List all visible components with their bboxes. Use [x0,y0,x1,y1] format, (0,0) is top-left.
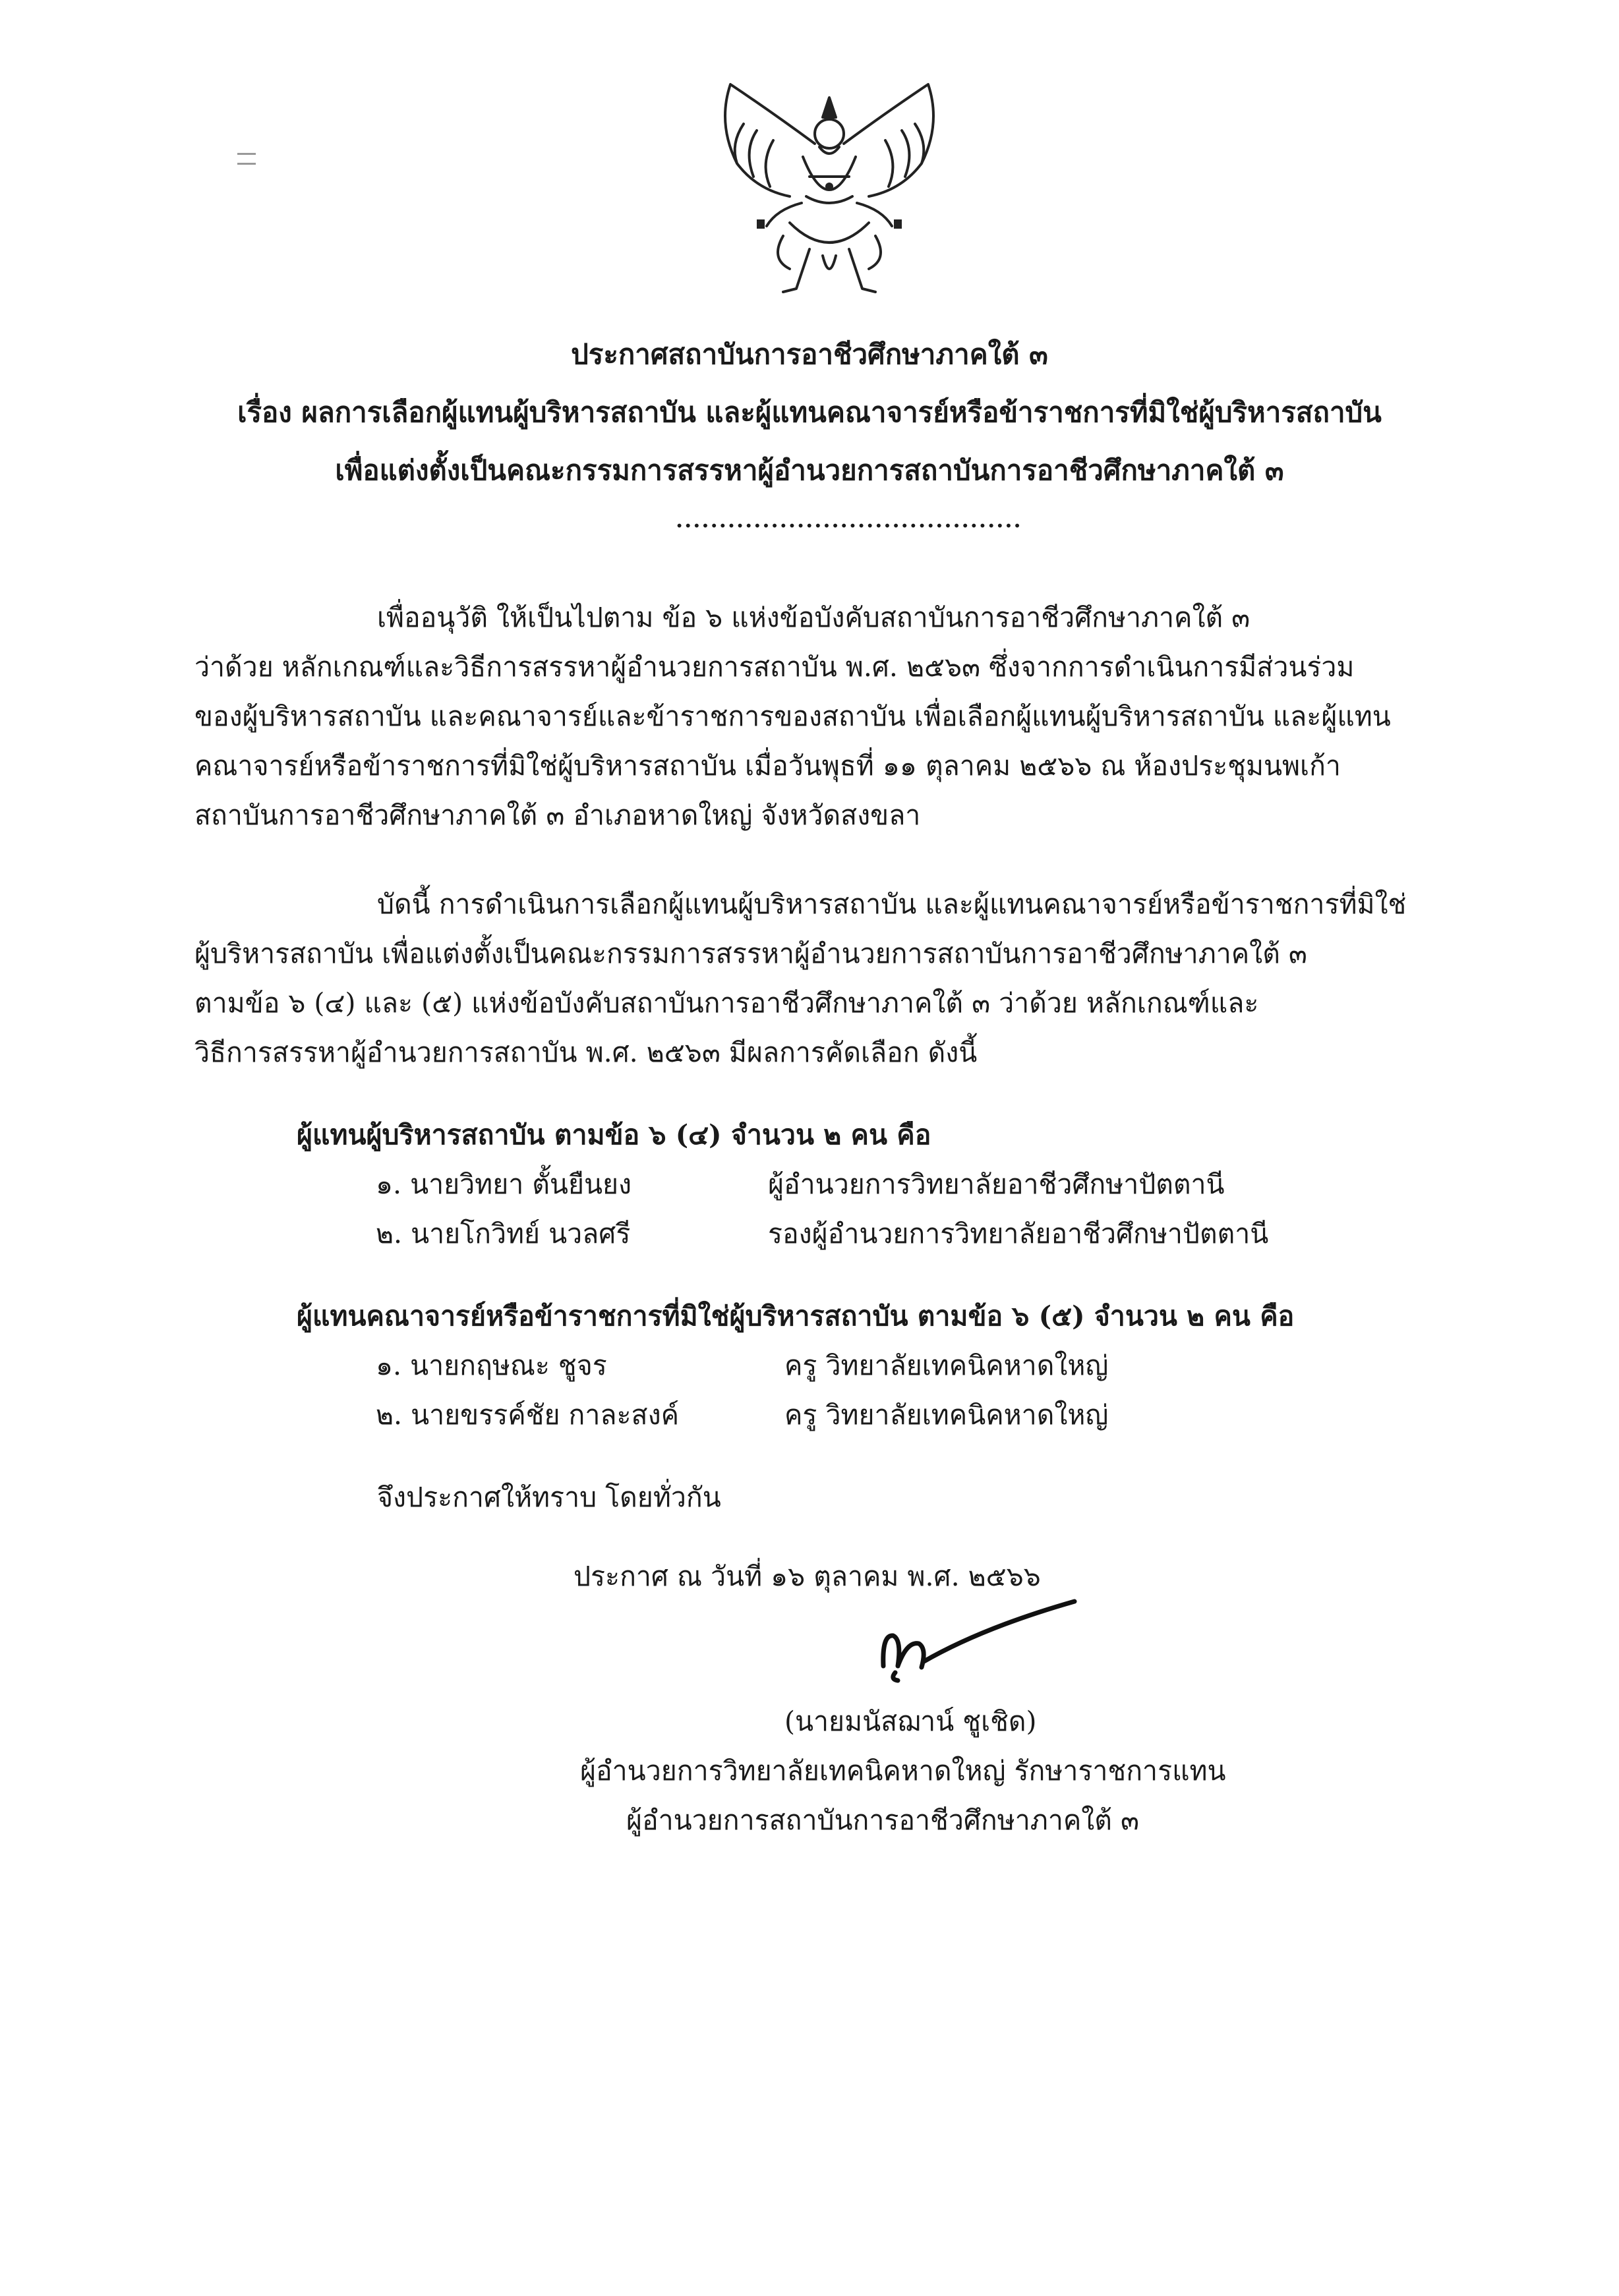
title-separator: ........................................ [676,507,1022,532]
group2-member2-position: ครู วิทยาลัยเทคนิคหาดใหญ่ [784,1399,1109,1431]
announcement-subject-cont: เพื่อแต่งตั้งเป็นคณะกรรมการสรรหาผู้อำนวยการสถาบันการอาชีวศึกษาภาคใต้ ๓ [335,454,1284,486]
group1-member1-name: ๑. นายวิทยา ตั้นยืนยง [376,1168,632,1200]
group1-member2-name: ๒. นายโกวิทย์ นวลศรี [376,1218,631,1249]
group1-member2-position: รองผู้อำนวยการวิทยาลัยอาชีวศึกษาปัตตานี [768,1218,1269,1249]
para1-line2: ว่าด้วย หลักเกณฑ์และวิธีการสรรหาผู้อำนวยการสถาบัน พ.ศ. ๒๕๖๓ ซึ่งจากการดำเนินการมีส่วนร่วม [194,651,1355,683]
para1-line5: สถาบันการอาชีวศึกษาภาคใต้ ๓ อำเภอหาดใหญ่ จังหวัดสงขลา [194,799,921,831]
para2-line2: ผู้บริหารสถาบัน เพื่อแต่งตั้งเป็นคณะกรรมการสรรหาผู้อำนวยการสถาบันการอาชีวศึกษาภาคใต้ ๓ [194,938,1307,969]
group2-heading: ผู้แทนคณาจารย์หรือข้าราชการที่มิใช่ผู้บริหารสถาบัน ตามข้อ ๖ (๕) จำนวน ๒ คน คือ [297,1300,1295,1332]
group2-member2-name: ๒. นายขรรค์ชัย กาละสงค์ [376,1399,680,1431]
para2-line4: วิธีการสรรหาผู้อำนวยการสถาบัน พ.ศ. ๒๕๖๓ มีผลการคัดเลือก ดังนี้ [194,1037,978,1068]
para2-line3: ตามข้อ ๖ (๔) และ (๕) แห่งข้อบังคับสถาบันการอาชีวศึกษาภาคใต้ ๓ ว่าด้วย หลักเกณฑ์และ [194,987,1259,1019]
handwritten-signature [864,1588,1081,1687]
group2-member1-position: ครู วิทยาลัยเทคนิคหาดใหญ่ [784,1350,1109,1381]
signatory-title1: ผู้อำนวยการวิทยาลัยเทคนิคหาดใหญ่ รักษาราชการแทน [580,1755,1226,1787]
announcement-title: ประกาศสถาบันการอาชีวศึกษาภาคใต้ ๓ [571,338,1048,370]
para2-line1: บัดนี้ การดำเนินการเลือกผู้แทนผู้บริหารสถาบัน และผู้แทนคณาจารย์หรือข้าราชการที่มิใช่ [377,888,1407,920]
scan-margin-mark [237,153,256,165]
para1-line4: คณาจารย์หรือข้าราชการที่มิใช่ผู้บริหารสถาบัน เมื่อวันพุธที่ ๑๑ ตุลาคม ๒๕๖๖ ณ ห้องประชุมนพเก้า [194,750,1341,782]
garuda-emblem-icon [691,71,968,308]
announcement-subject: เรื่อง ผลการเลือกผู้แทนผู้บริหารสถาบัน และผู้แทนคณาจารย์หรือข้าราชการที่มิใช่ผู้บริหารสถาบัน [237,396,1382,428]
announcement-date: ประกาศ ณ วันที่ ๑๖ ตุลาคม พ.ศ. ๒๕๖๖ [574,1561,1041,1592]
signatory-name: (นายมนัสฌาน์ ชูเชิด) [784,1706,1037,1737]
closing-text: จึงประกาศให้ทราบ โดยทั่วกัน [377,1481,721,1513]
group1-heading: ผู้แทนผู้บริหารสถาบัน ตามข้อ ๖ (๔) จำนวน ๒ คน คือ [297,1119,931,1151]
group1-member1-position: ผู้อำนวยการวิทยาลัยอาชีวศึกษาปัตตานี [768,1168,1225,1200]
para1-line1: เพื่ออนุวัติ ให้เป็นไปตาม ข้อ ๖ แห่งข้อบังคับสถาบันการอาชีวศึกษาภาคใต้ ๓ [377,602,1251,633]
group2-member1-name: ๑. นายกฤษณะ ชูจร [376,1350,607,1381]
para1-line3: ของผู้บริหารสถาบัน และคณาจารย์และข้าราชการของสถาบัน เพื่อเลือกผู้แทนผู้บริหารสถาบัน และผู้แทน [194,701,1391,732]
signatory-title2: ผู้อำนวยการสถาบันการอาชีวศึกษาภาคใต้ ๓ [626,1804,1139,1836]
